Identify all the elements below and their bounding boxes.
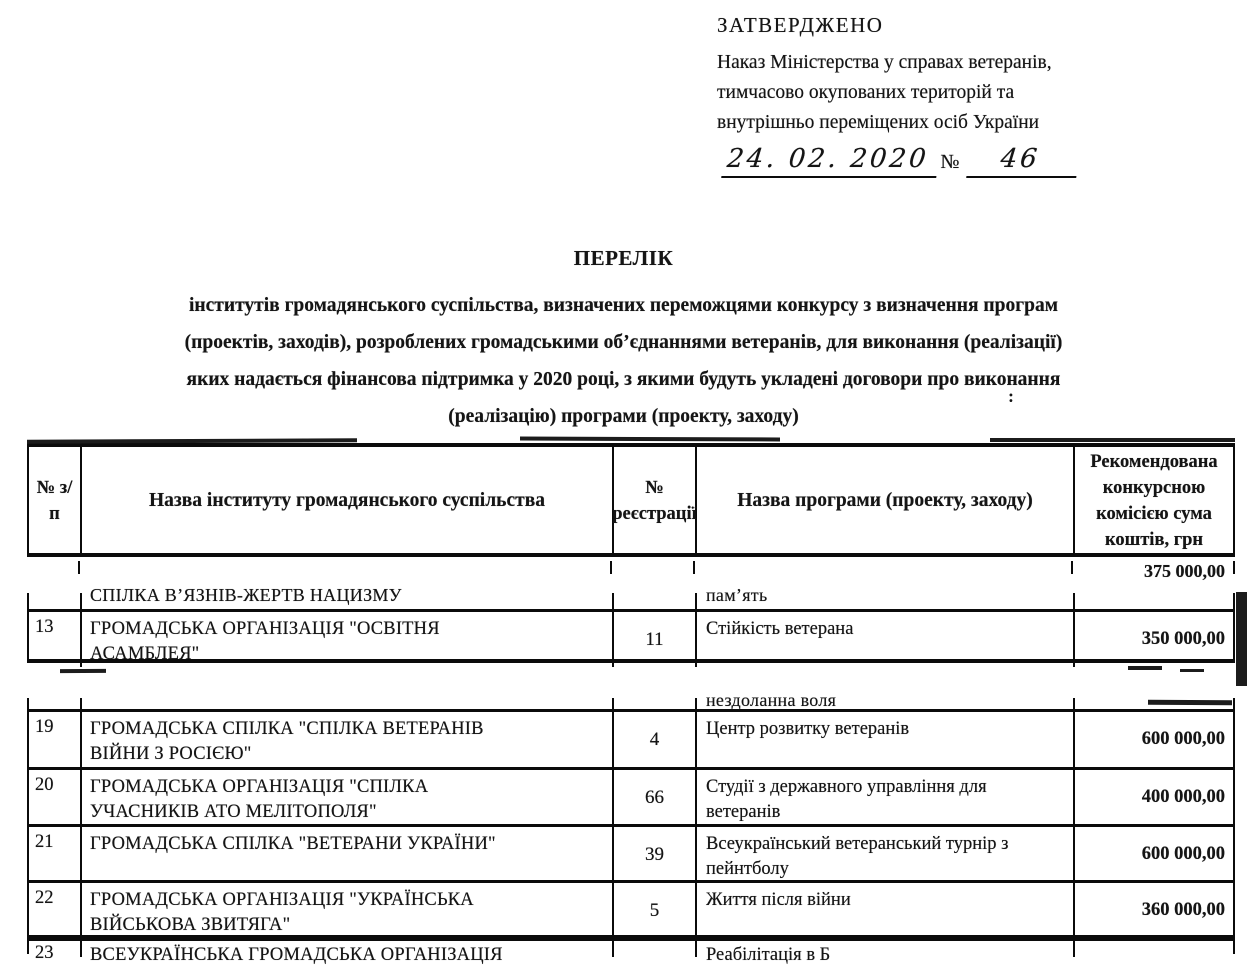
clipped-cell: [82, 585, 614, 609]
org-name: ГРОМАДСЬКА ОРГАНІЗАЦІЯ "СПІЛКА УЧАСНИКІВ АТО МЕЛІТОПОЛЯ": [82, 770, 614, 825]
subtitle-line: (реалізацію) програми (проекту, заходу): [448, 406, 799, 427]
header-cell-reg: № реєстрації: [614, 447, 697, 555]
number-sign: №: [940, 151, 960, 173]
row-number: 21: [29, 827, 82, 882]
recommended-sum: 400 000,00: [1141, 787, 1225, 807]
header-cell-sum: Рекомендована конкурсною комісією сума коштів, грн: [1090, 452, 1218, 550]
row-number: 20: [29, 770, 82, 825]
clipped-cell: [1075, 593, 1233, 609]
table-row: [29, 712, 1233, 770]
recommended-sum: 360 000,00: [1141, 900, 1225, 920]
registration-number: 39: [614, 827, 697, 882]
clipped-row-number: 23: [29, 941, 82, 957]
clipped-org-name: ВСЕУКРАЇНСЬКА ГРОМАДСЬКА ОРГАНІЗАЦІЯ: [82, 941, 614, 957]
scan-artifact: [1148, 700, 1232, 705]
clipped-sum-value: 375 000,00: [1144, 561, 1225, 581]
clipped-row-fragment: [29, 690, 1233, 712]
clipped-cell: [697, 585, 1075, 609]
header-cell-program: Назва програми (проекту, заходу): [697, 447, 1075, 555]
clipped-cell: [697, 690, 1075, 710]
clipped-org-name: СПІЛКА В’ЯЗНІВ-ЖЕРТВ НАЦИЗМУ: [90, 585, 402, 605]
clipped-cell: [612, 561, 695, 574]
registration-number: 5: [614, 883, 697, 938]
clipped-program-name: Реабілітація в Б: [697, 941, 1075, 957]
subtitle-line: (проектів, заходів), розроблених громадськими об’єднаннями ветеранів, для виконання (реалізації): [184, 332, 1063, 353]
table-row: [29, 827, 1233, 883]
order-line: тимчасово окупованих територій та: [717, 82, 1015, 103]
clipped-cell: [1073, 561, 1235, 581]
org-name: ГРОМАДСЬКА ОРГАНІЗАЦІЯ "ОСВІТНЯ АСАМБЛЕЯ": [82, 612, 614, 667]
clipped-cell: [614, 593, 697, 609]
header-cell-org: Назва інституту громадянського суспільства: [82, 447, 614, 555]
approval-block: [717, 13, 1222, 178]
row-number: 19: [29, 712, 82, 767]
row-number: 13: [29, 612, 82, 667]
clipped-cell: [614, 941, 697, 957]
program-name: Центр розвитку ветеранів: [697, 712, 1075, 767]
org-name: ГРОМАДСЬКА СПІЛКА "ВЕТЕРАНИ УКРАЇНИ": [82, 827, 614, 882]
table-header-row: [27, 443, 1235, 557]
scan-artifact: [60, 669, 106, 673]
clipped-program-name: нездоланна воля: [706, 690, 837, 710]
clipped-cell: [27, 561, 80, 574]
clipped-cell: [80, 561, 612, 574]
scan-artifact-edge-bar: [1236, 592, 1247, 686]
order-line: внутрішньо переміщених осіб України: [717, 112, 1040, 133]
program-name: Життя після війни: [697, 883, 1075, 938]
org-name: ГРОМАДСЬКА СПІЛКА "СПІЛКА ВЕТЕРАНІВ ВІЙНИ З РОСІЄЮ": [82, 712, 614, 767]
order-date-number: [723, 144, 1222, 178]
clipped-row-fragment: [29, 585, 1233, 612]
clipped-cell: [1075, 941, 1233, 957]
registration-number: 11: [614, 612, 697, 667]
row-number: 22: [29, 883, 82, 938]
recommended-sum: 600 000,00: [1141, 844, 1225, 864]
clipped-cell: [29, 593, 82, 609]
clipped-cell: [82, 698, 614, 709]
approval-heading: ЗАТВЕРДЖЕНО: [717, 13, 884, 37]
recommended-sum: 600 000,00: [1141, 729, 1225, 749]
table-row: [29, 883, 1233, 938]
subtitle-line: яких надається фінансова підтримка у 2020 році, з якими будуть укладені договори про виконання: [186, 369, 1061, 390]
recommended-sum: 350 000,00: [1141, 629, 1225, 649]
scan-mark: :: [1008, 386, 1014, 406]
scan-artifact: [990, 438, 1235, 442]
order-line: Наказ Міністерства у справах ветеранів,: [717, 52, 1052, 73]
header-cell-num: № з/п: [29, 447, 82, 555]
clipped-cell: [695, 561, 1073, 574]
table-section: [27, 690, 1235, 965]
scan-artifact: [1128, 666, 1162, 670]
handwritten-date: 24. 02. 2020: [721, 144, 940, 178]
clipped-program-name: пам’ять: [706, 585, 768, 605]
clipped-row-fragment: [27, 561, 1235, 581]
scan-artifact: [1180, 669, 1204, 672]
program-name: Всеукраїнський ветеранський турнір з пейнтболу: [697, 827, 1075, 882]
org-name: ГРОМАДСЬКА ОРГАНІЗАЦІЯ "УКРАЇНСЬКА ВІЙСЬКОВА ЗВИТЯГА": [82, 883, 614, 938]
program-name: Студії з державного управління для ветеранів: [697, 770, 1075, 825]
subtitle-line: інститутів громадянського суспільства, визначених переможцями конкурсу з визначення програм: [188, 295, 1058, 316]
page-title: ПЕРЕЛІК: [573, 246, 674, 270]
table-section: [27, 585, 1235, 664]
registration-number: 4: [614, 712, 697, 767]
document-title-block: [0, 246, 1247, 435]
registration-number: 66: [614, 770, 697, 825]
clipped-cell: [614, 698, 697, 709]
table-row: [29, 612, 1233, 664]
table-row: [29, 770, 1233, 827]
program-name: Стійкість ветерана: [697, 612, 1075, 667]
scan-artifact: [520, 437, 780, 442]
handwritten-order-number: 46: [966, 144, 1080, 178]
clipped-cell: [29, 698, 82, 709]
clipped-row-fragment: [29, 938, 1233, 965]
